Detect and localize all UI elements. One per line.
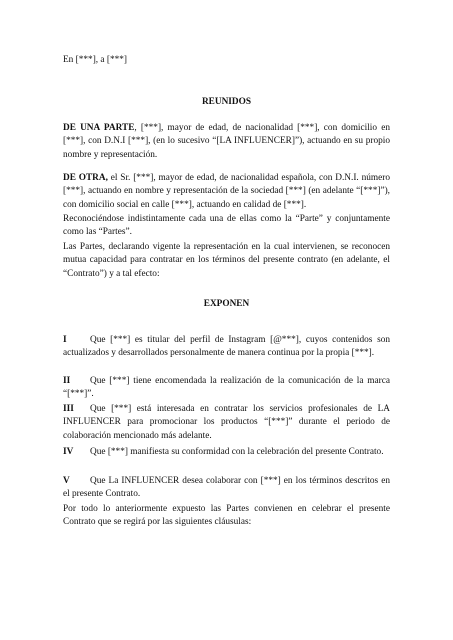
exponen-item (63, 375, 390, 402)
second-party-paragraph (63, 172, 390, 212)
exponen-heading: EXPONEN (203, 299, 250, 309)
item-text: Que [***] es titular del perfil de Instagram [@***], cuyos contenidos son actualizados y desarrollados personalmente de manera continua por la propia [***]. (63, 335, 390, 359)
date-line: En [***], a [***] (63, 55, 128, 65)
exponen-item (63, 446, 390, 459)
first-party-lead: DE UNA PARTE (63, 123, 135, 133)
item-number: I (63, 335, 67, 345)
item-text: Que [***] tiene encomendada la realización de la comunicación de la marca “[***]”. (63, 376, 390, 400)
reunidos-heading: REUNIDOS (201, 97, 252, 107)
closing-paragraph: Por todo lo anteriormente expuesto las Partes convienen en celebrar el presente Contrato que se regirá por las siguientes cláusulas: (63, 504, 390, 528)
first-party-text: , [***], mayor de edad, de nacionalidad [***], con domicilio en [***], con D.N.I [***], (en lo sucesivo “[LA INFLUENCER]”), actuando en su propio nombre y representación. (63, 123, 390, 160)
exponen-item (63, 475, 390, 502)
item-number: V (63, 476, 70, 486)
second-party-lead: DE OTRA, (63, 173, 108, 183)
second-party-text: el Sr. [***], mayor de edad, de nacionalidad española, con D.N.I. número [***], actuando en nombre y representación de la sociedad [***] (en adelante “[***]”), con domicilio social en calle [***], actuando en calidad de [***]. (63, 173, 390, 210)
item-text: Que [***] está interesada en contratar los servicios profesionales de LA INFLUENCER para promocionar los productos “[***]” durante el periodo de colaboración mencionado más adelante. (63, 404, 390, 441)
item-number: III (63, 404, 74, 414)
recognition-paragraph: Reconociéndose indistintamente cada una de ellas como la “Parte” y conjuntamente como las “Partes”. (63, 214, 390, 238)
capacity-paragraph: Las Partes, declarando vigente la representación en la cual intervienen, se reconocen mutua capacidad para contratar en los términos del presente contrato (en adelante, el “Contrato”) y a tal efecto: (63, 242, 390, 279)
exponen-item (63, 403, 390, 443)
item-text: Que [***] manifiesta su conformidad con la celebración del presente Contrato. (90, 447, 384, 457)
exponen-item (63, 334, 390, 361)
item-number: II (63, 376, 71, 386)
first-party-paragraph (63, 122, 390, 162)
item-text: Que La INFLUENCER desea colaborar con [***] en los términos descritos en el presente Contrato. (63, 476, 390, 500)
item-number: IV (63, 447, 74, 457)
